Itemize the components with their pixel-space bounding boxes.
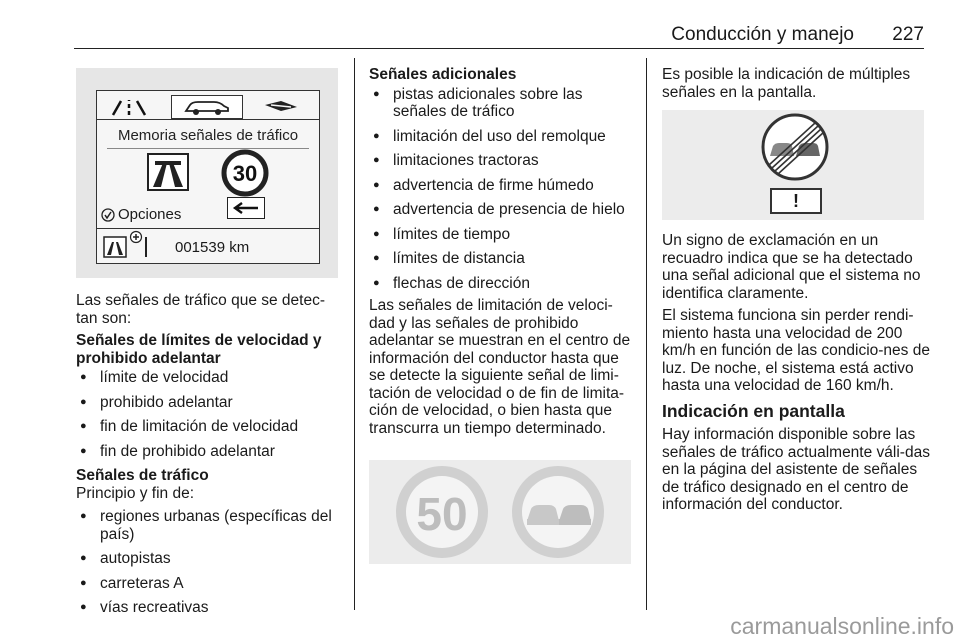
screen-title: Memoria señales de tráfico [117, 127, 299, 144]
road-sign-icon [263, 97, 299, 117]
car-icon [182, 98, 232, 116]
column-divider-1 [354, 58, 355, 610]
page-header [74, 22, 924, 49]
speed-limit-heading: Señales de límites de velocidad y prohibido adelantar [76, 332, 322, 367]
list-item: ● advertencia de firme húmedo [369, 177, 635, 195]
lane-icon [109, 97, 149, 117]
column-divider-2 [646, 58, 647, 610]
odometer-reading: 001539 km [175, 239, 250, 256]
title-divider [107, 148, 309, 149]
exclamation-icon: ! [793, 191, 799, 211]
list-item: ● flechas de dirección [369, 275, 635, 293]
tab-divider [97, 119, 319, 120]
check-circle-icon [101, 208, 115, 222]
list-item: ● prohibido adelantar [76, 394, 344, 412]
end-overtaking-figure [662, 110, 924, 220]
chapter-title: Conducción y manejo [671, 24, 854, 45]
additional-signs-list [369, 86, 635, 293]
speed-limit-50-sign [393, 463, 491, 561]
watermark: carmanualsonline.info [730, 613, 954, 639]
list-item: ● vías recreativas [76, 599, 344, 617]
driver-info-figure [76, 68, 338, 278]
display-paragraph: Las señales de limitación de veloci-dad y las señales de prohibido adelantar se muestran en el centro de información del conductor hasta que se detecte la siguiente señal de limi-tación de velocidad o de fin de limita-ción de velocidad, o bien hasta que transcurra un tiempo determinado. [369, 297, 631, 437]
end-no-overtaking-sign [760, 112, 830, 182]
additional-signs-heading: Señales adicionales [369, 66, 517, 83]
no-overtaking-sign [509, 463, 607, 561]
back-button[interactable] [227, 197, 265, 219]
speed-limit-50-value: 50 [416, 488, 468, 540]
status-separator [145, 237, 147, 257]
motorway-status-icon [103, 236, 127, 258]
list-item: ● límite de velocidad [76, 369, 344, 387]
traffic-signs-list [76, 508, 344, 617]
traffic-signs-intro: Principio y fin de: [76, 484, 195, 502]
column-2 [369, 66, 635, 540]
status-divider [97, 228, 319, 229]
list-item: ● advertencia de presencia de hielo [369, 201, 635, 219]
list-item: ● límites de distancia [369, 250, 635, 268]
tab-car-selected[interactable] [171, 95, 243, 119]
list-item: ● autopistas [76, 550, 344, 568]
intro-paragraph: Las señales de tráfico que se detec-tan son: [76, 292, 326, 327]
display-heading: Indicación en pantalla [662, 400, 845, 421]
list-item: ● regiones urbanas (específicas del país) [76, 508, 344, 543]
options-label: Opciones [118, 206, 182, 223]
list-item: ● límites de tiempo [369, 226, 635, 244]
speed-limit-value: 30 [232, 161, 258, 186]
motorway-sign-icon [147, 153, 189, 191]
page-number: 227 [892, 24, 924, 45]
driver-info-screen [96, 90, 320, 264]
multiple-signs-paragraph: Es posible la indicación de múltiples señales en la pantalla. [662, 66, 911, 101]
list-item: ● fin de limitación de velocidad [76, 418, 344, 436]
additional-sign-icon [129, 230, 143, 244]
list-item: ● limitación del uso del remolque [369, 128, 635, 146]
screen-tab-bar [97, 95, 319, 119]
traffic-signs-heading: Señales de tráfico [76, 467, 209, 484]
signs-figure [369, 460, 631, 564]
back-arrow-icon [232, 201, 260, 215]
list-item: ● limitaciones tractoras [369, 152, 635, 170]
display-info-paragraph: Hay información disponible sobre las señales de tráfico actualmente váli-das en la página del asistente de señales de tráfico designado en el centro de información del conductor. [662, 426, 930, 513]
list-item: ● pistas adicionales sobre las señales de tráfico [369, 86, 635, 121]
column-3 [662, 66, 930, 513]
list-item: ● fin de prohibido adelantar [76, 443, 344, 461]
speed-limit-list [76, 369, 344, 460]
speed-limit-sign-icon [221, 149, 269, 197]
speed-paragraph: El sistema funciona sin perder rendi-miento hasta una velocidad de 200 km/h en función de las condicio-nes de luz. De noche, el sistema está activo hasta una velocidad de 160 km/h. [662, 307, 930, 394]
exclamation-box [770, 188, 822, 214]
list-item: ● carreteras A [76, 575, 344, 593]
exclamation-paragraph: Un signo de exclamación en un recuadro indica que se ha detectado una señal adicional que el sistema no identifica claramente. [662, 232, 921, 302]
